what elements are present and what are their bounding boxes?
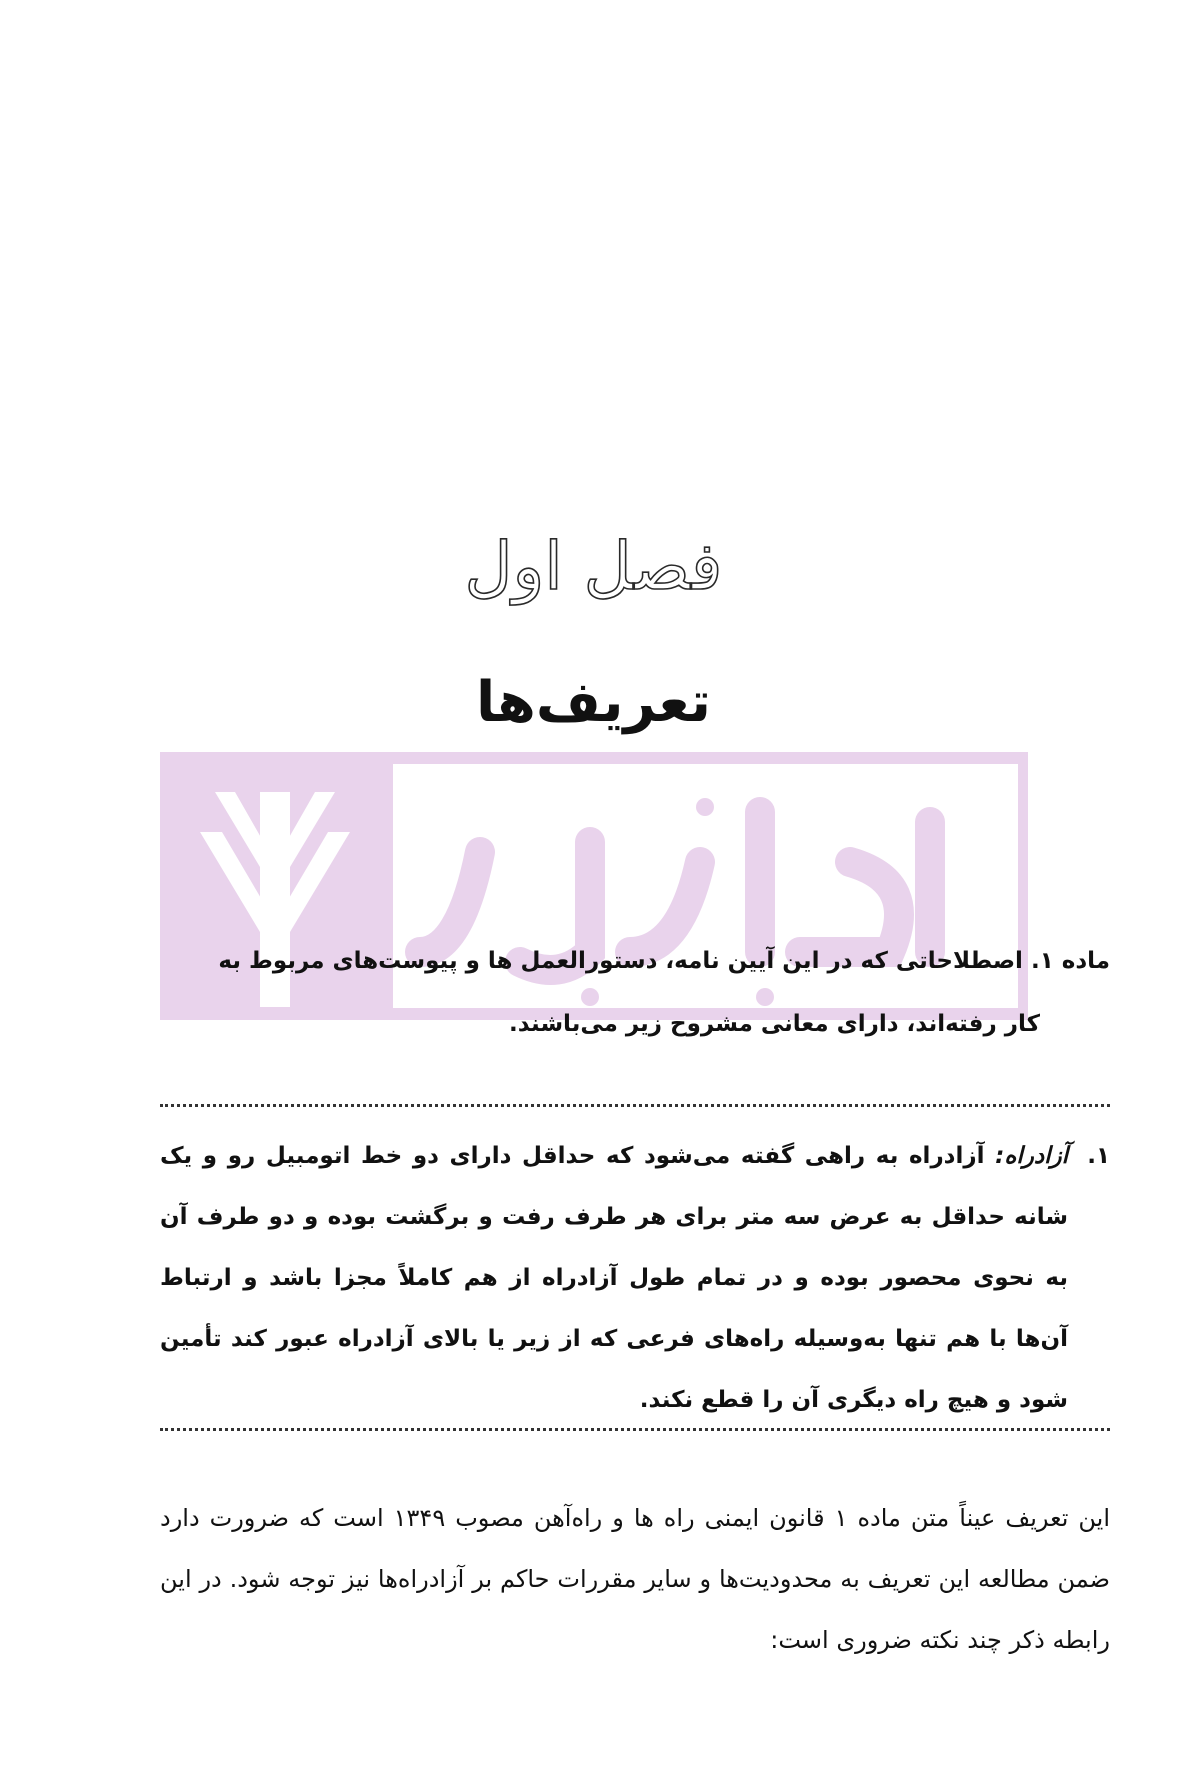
- definition-term: آزادراه:: [995, 1143, 1068, 1169]
- definition-text: آزادراه به راهی گفته می‌شود که حداقل دارای دو خط اتومبیل رو و یک شانه حداقل به عرض سه متر برای هر طرف رفت و برگشت بوده و دو طرف آن به نحوی محصور بوده و در تمام طول آزادراه از هم کاملاً مجزا باشد و ارتباط آن‌ها با هم تنها به‌وسیله راه‌های فرعی که از زیر یا بالای آزادراه عبور کند تأمین شود و هیچ راه دیگری آن را قطع نکند.: [160, 1143, 1068, 1413]
- article-1: [160, 930, 1110, 1056]
- commentary-paragraph: این تعریف عیناً متن ماده ۱ قانون ایمنی راه ها و راه‌آهن مصوب ۱۳۴۹ است که ضرورت دارد ضمن مطالعه این تعریف به محدودیت‌ها و سایر مقررات حاکم بر آزادراه‌ها نیز توجه شود. در این رابطه ذکر چند نکته ضروری است:: [160, 1504, 1111, 1654]
- article-line-1: ماده ۱. اصطلاحاتی که در این آیین نامه، دستورالعمل ها و پیوست‌های مربوط به: [218, 948, 1110, 974]
- article-line-2: کار رفته‌اند، دارای معانی مشروح زیر می‌باشند.: [509, 1011, 1040, 1037]
- chapter-title: تعریف‌ها: [475, 670, 712, 735]
- definition-item-1: [160, 1126, 1110, 1431]
- definition-body: [160, 1126, 1068, 1431]
- dotted-divider-bottom: [160, 1428, 1110, 1431]
- dotted-divider-top: [160, 1104, 1110, 1107]
- chapter-label: فصل اول: [464, 528, 723, 605]
- definition-number: ۱.: [1087, 1143, 1110, 1169]
